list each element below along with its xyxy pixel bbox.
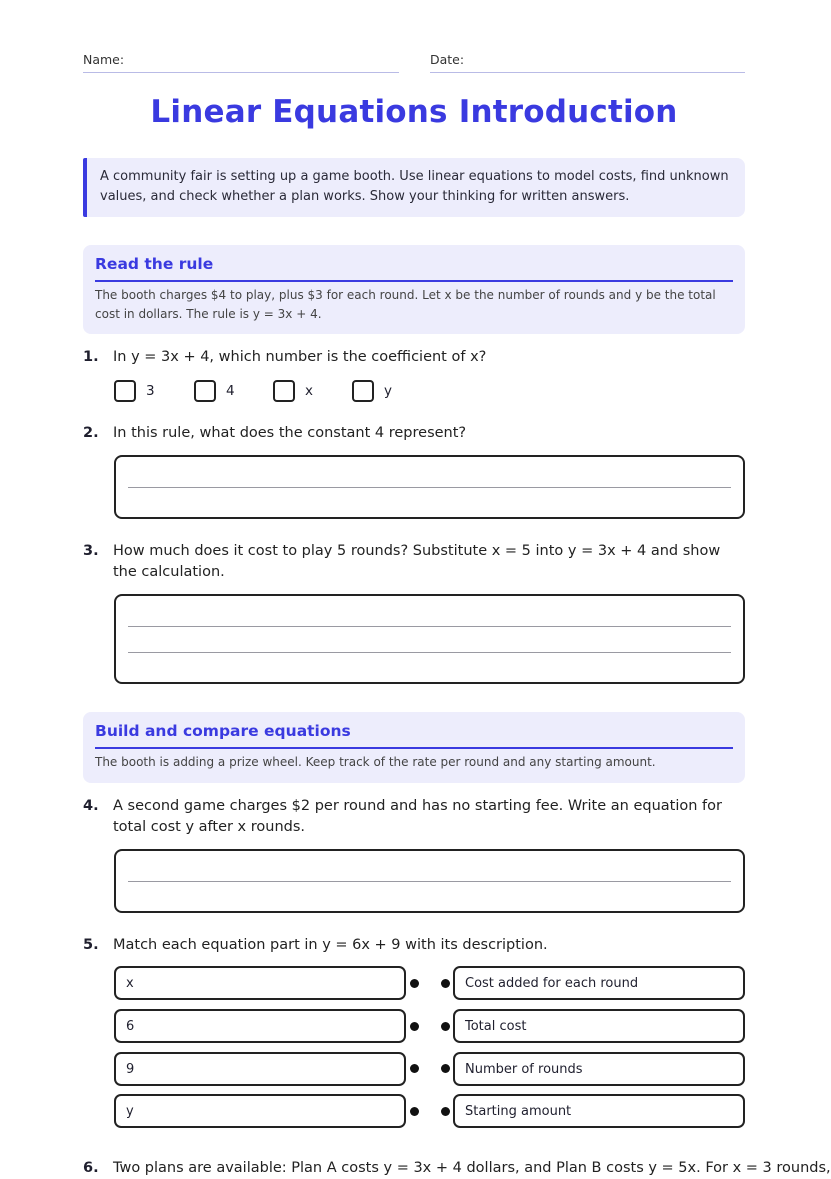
answer-line [128, 652, 731, 653]
page-title: Linear Equations Introduction [150, 94, 678, 130]
question-text: In this rule, what does the constant 4 represent? [113, 425, 467, 441]
match-left-item[interactable]: 6 [114, 1009, 406, 1043]
match-dot-left[interactable] [410, 1022, 419, 1031]
question-6 [83, 1158, 831, 1176]
choice-label: y [384, 383, 392, 399]
date-label: Date: [430, 52, 465, 67]
question-text: In y = 3x + 4, which number is the coefficient of x? [113, 349, 487, 365]
answer-box-4[interactable] [114, 849, 745, 913]
question-text: How much does it cost to play 5 rounds? Substitute x = 5 into y = 3x + 4 and show the calculation. [113, 543, 721, 580]
answer-box-3[interactable] [114, 594, 745, 684]
section-body: The booth charges $4 to play, plus $3 for each round. Let x be the number of rounds and y be the total cost in dollars. The rule is y = 3x + 4. [95, 288, 716, 321]
match-dot-left[interactable] [410, 979, 419, 988]
checkbox[interactable] [114, 380, 136, 402]
match-right-item[interactable]: Number of rounds [453, 1052, 745, 1086]
section-title: Build and compare equations [95, 722, 733, 749]
match-right-item[interactable]: Total cost [453, 1009, 745, 1043]
match-left-item[interactable]: 9 [114, 1052, 406, 1086]
answer-line [128, 881, 731, 882]
question-text: Two plans are available: Plan A costs y = 3x + 4 dollars, and Plan B costs y = 5x. For x = 3 rounds, [113, 1160, 831, 1176]
choice-label: 3 [146, 383, 155, 399]
section-title: Read the rule [95, 255, 733, 282]
choice-label: x [305, 383, 313, 399]
checkbox[interactable] [194, 380, 216, 402]
match-right-item[interactable]: Cost added for each round [453, 966, 745, 1000]
section-read-the-rule [83, 245, 745, 334]
choice-4[interactable] [194, 379, 235, 403]
answer-line [128, 626, 731, 627]
match-dot-left[interactable] [410, 1107, 419, 1116]
match-dot-right[interactable] [441, 979, 450, 988]
checkbox[interactable] [273, 380, 295, 402]
name-label: Name: [83, 52, 125, 67]
question-number: 1. [83, 349, 99, 365]
question-number: 5. [83, 937, 99, 953]
section-build-and-compare [83, 712, 745, 783]
match-right-item[interactable]: Starting amount [453, 1094, 745, 1128]
match-dot-right[interactable] [441, 1022, 450, 1031]
match-left-item[interactable]: y [114, 1094, 406, 1128]
choice-x[interactable] [273, 379, 313, 403]
question-text: A second game charges $2 per round and has no starting fee. Write an equation for total cost y after x rounds. [113, 798, 722, 835]
choice-y[interactable] [352, 379, 392, 403]
name-field[interactable] [83, 52, 399, 73]
answer-line [128, 487, 731, 488]
choice-3[interactable] [114, 379, 155, 403]
match-dot-right[interactable] [441, 1064, 450, 1073]
question-number: 6. [83, 1160, 99, 1176]
question-text: Match each equation part in y = 6x + 9 with its description. [113, 937, 548, 953]
question-number: 3. [83, 543, 99, 559]
question-number: 4. [83, 798, 99, 814]
date-field[interactable] [430, 52, 745, 73]
intro-callout: A community fair is setting up a game booth. Use linear equations to model costs, find unknown values, and check whether a plan works. Show your thinking for written answers. [83, 158, 745, 217]
match-dot-right[interactable] [441, 1107, 450, 1116]
match-dot-left[interactable] [410, 1064, 419, 1073]
answer-box-2[interactable] [114, 455, 745, 519]
choice-label: 4 [226, 383, 235, 399]
match-left-item[interactable]: x [114, 966, 406, 1000]
checkbox[interactable] [352, 380, 374, 402]
question-number: 2. [83, 425, 99, 441]
section-body: The booth is adding a prize wheel. Keep track of the rate per round and any starting amount. [95, 755, 656, 769]
